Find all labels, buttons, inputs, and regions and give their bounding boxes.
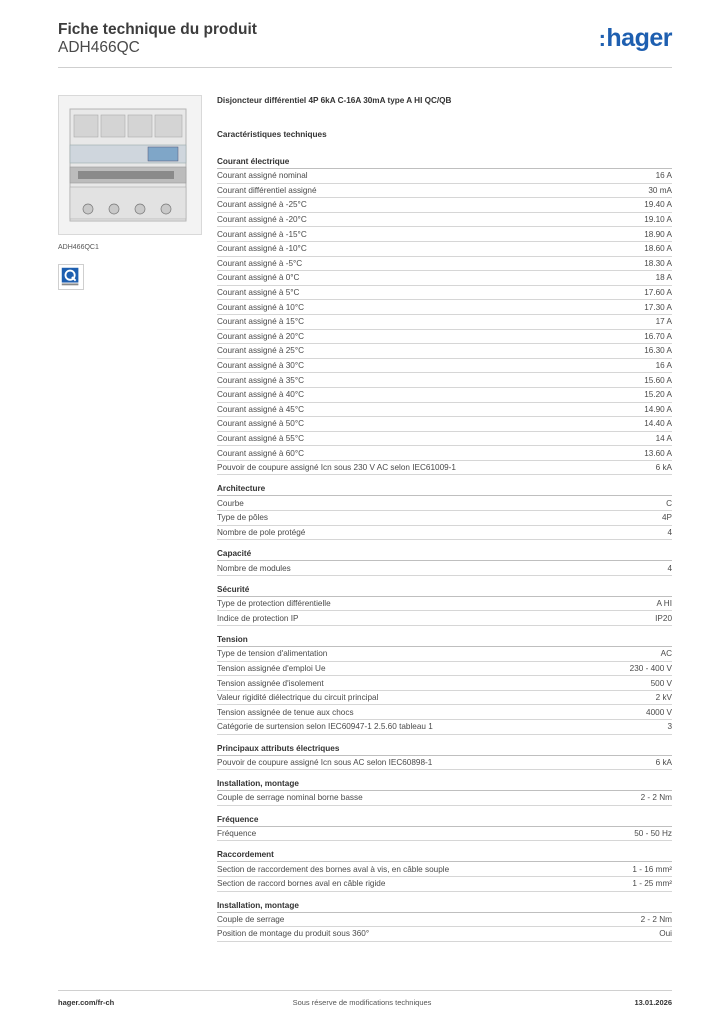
spec-value: 14 A <box>655 433 672 443</box>
spec-value: 4000 V <box>646 707 672 717</box>
spec-value: 14.90 A <box>644 404 672 414</box>
spec-label: Courant assigné à -10°C <box>217 244 307 254</box>
spec-label: Courbe <box>217 498 244 508</box>
spec-label: Courant assigné à 50°C <box>217 419 305 429</box>
spec-label: Courant assigné à 55°C <box>217 433 305 443</box>
section-title: Raccordement <box>217 849 672 862</box>
spec-section <box>217 743 672 771</box>
spec-label: Tension assignée d'emploi Ue <box>217 663 326 673</box>
spec-value: IP20 <box>655 613 672 623</box>
spec-row <box>217 597 672 612</box>
product-reference: ADH466QC <box>58 39 140 56</box>
spec-row <box>217 526 672 541</box>
spec-row <box>217 213 672 228</box>
spec-row <box>217 373 672 388</box>
spec-label: Fréquence <box>217 829 257 839</box>
spec-row <box>217 330 672 345</box>
spec-section <box>217 900 672 942</box>
spec-label: Courant assigné à -5°C <box>217 258 303 268</box>
spec-label: Courant assigné à 5°C <box>217 288 300 298</box>
spec-row <box>217 791 672 806</box>
spec-row <box>217 417 672 432</box>
spec-row <box>217 315 672 330</box>
spec-value: 13.60 A <box>644 448 672 458</box>
spec-row <box>217 877 672 892</box>
spec-label: Section de raccordement des bornes aval à vis, en câble souple <box>217 864 450 874</box>
spec-label: Courant assigné à -20°C <box>217 215 307 225</box>
spec-section <box>217 156 672 475</box>
spec-row <box>217 511 672 526</box>
spec-value: 6 kA <box>655 463 672 473</box>
spec-value: 4 <box>667 563 672 573</box>
spec-value: 19.40 A <box>644 200 672 210</box>
page-title: Fiche technique du produit <box>58 21 257 38</box>
spec-label: Courant assigné à 35°C <box>217 375 305 385</box>
spec-value: 2 kV <box>655 693 672 703</box>
spec-label: Couple de serrage <box>217 914 285 924</box>
spec-section <box>217 849 672 891</box>
spec-value: 15.60 A <box>644 375 672 385</box>
spec-label: Section de raccord bornes aval en câble rigide <box>217 879 386 889</box>
spec-value: AC <box>660 649 672 659</box>
tech-characteristics-heading: Caractéristiques techniques <box>217 130 327 139</box>
spec-value: C <box>666 498 672 508</box>
spec-value: 19.10 A <box>644 215 672 225</box>
spec-value: 4P <box>661 513 672 523</box>
spec-label: Courant assigné à 40°C <box>217 390 305 400</box>
spec-value: 18 A <box>655 273 672 283</box>
product-description: Disjoncteur différentiel 4P 6kA C-16A 30mA type A HI QC/QB <box>217 96 452 105</box>
spec-value: 18.60 A <box>644 244 672 254</box>
image-caption: ADH466QC1 <box>58 244 99 251</box>
spec-row <box>217 647 672 662</box>
spec-label: Courant assigné à 60°C <box>217 448 305 458</box>
spec-value: 500 V <box>650 678 672 688</box>
spec-row <box>217 676 672 691</box>
spec-value: 4 <box>667 527 672 537</box>
spec-section <box>217 814 672 842</box>
spec-label: Tension assignée d'isolement <box>217 678 324 688</box>
spec-row <box>217 257 672 272</box>
product-image <box>58 95 202 235</box>
spec-label: Indice de protection IP <box>217 613 299 623</box>
quality-certification-icon <box>58 264 84 290</box>
hager-logo[interactable] <box>599 24 672 53</box>
spec-value: 230 - 400 V <box>629 663 672 673</box>
spec-label: Nombre de pole protégé <box>217 527 306 537</box>
spec-row <box>217 388 672 403</box>
spec-label: Pouvoir de coupure assigné Icn sous AC selon IEC60898-1 <box>217 757 433 767</box>
spec-row <box>217 705 672 720</box>
spec-row <box>217 184 672 199</box>
spec-row <box>217 827 672 842</box>
spec-label: Couple de serrage nominal borne basse <box>217 793 363 803</box>
spec-section <box>217 584 672 626</box>
spec-row <box>217 662 672 677</box>
spec-label: Position de montage du produit sous 360° <box>217 929 370 939</box>
logo-text: hager <box>606 24 672 52</box>
spec-row <box>217 403 672 418</box>
section-title: Installation, montage <box>217 778 672 791</box>
spec-row <box>217 344 672 359</box>
spec-label: Courant assigné à 10°C <box>217 302 305 312</box>
spec-row <box>217 359 672 374</box>
spec-label: Courant assigné à 30°C <box>217 361 305 371</box>
spec-value: 2 - 2 Nm <box>640 914 672 924</box>
spec-label: Nombre de modules <box>217 563 291 573</box>
spec-label: Type de tension d'alimentation <box>217 649 328 659</box>
footer-divider <box>58 990 672 991</box>
spec-label: Valeur rigidité diélectrique du circuit principal <box>217 693 379 703</box>
spec-row <box>217 913 672 928</box>
spec-label: Courant assigné à 0°C <box>217 273 300 283</box>
spec-label: Type de pôles <box>217 513 268 523</box>
spec-value: Oui <box>659 929 672 939</box>
footer-date: 13.01.2026 <box>634 998 672 1007</box>
spec-row <box>217 862 672 877</box>
spec-label: Pouvoir de coupure assigné Icn sous 230 V AC selon IEC61009-1 <box>217 463 456 473</box>
spec-value: 16.70 A <box>644 331 672 341</box>
spec-label: Courant assigné à 15°C <box>217 317 305 327</box>
spec-value: 17.30 A <box>644 302 672 312</box>
spec-row <box>217 300 672 315</box>
spec-label: Tension assignée de tenue aux chocs <box>217 707 354 717</box>
logo-colon-mark: : <box>598 26 606 51</box>
spec-label: Courant assigné à -15°C <box>217 229 307 239</box>
footer-website-link[interactable]: hager.com/fr-ch <box>58 998 115 1007</box>
spec-label: Courant assigné à 45°C <box>217 404 305 414</box>
spec-value: 18.30 A <box>644 258 672 268</box>
spec-value: 16 A <box>655 361 672 371</box>
spec-label: Courant assigné à 20°C <box>217 331 305 341</box>
spec-value: 17 A <box>655 317 672 327</box>
section-title: Fréquence <box>217 814 672 827</box>
spec-value: 50 - 50 Hz <box>634 829 672 839</box>
spec-row <box>217 611 672 626</box>
spec-row <box>217 169 672 184</box>
spec-label: Courant assigné à -25°C <box>217 200 307 210</box>
spec-value: 2 - 2 Nm <box>640 793 672 803</box>
spec-section <box>217 483 672 540</box>
spec-label: Courant différentiel assigné <box>217 185 317 195</box>
footer-disclaimer: Sous réserve de modifications techniques <box>292 998 432 1007</box>
section-title: Principaux attributs électriques <box>217 743 672 756</box>
spec-row <box>217 756 672 771</box>
spec-row <box>217 198 672 213</box>
spec-row <box>217 561 672 576</box>
spec-content <box>217 96 672 942</box>
spec-value: 18.90 A <box>644 229 672 239</box>
spec-row <box>217 286 672 301</box>
header-divider <box>58 67 672 68</box>
spec-value: 16.30 A <box>644 346 672 356</box>
spec-row <box>217 691 672 706</box>
spec-value: 6 kA <box>655 757 672 767</box>
spec-row <box>217 720 672 735</box>
spec-row <box>217 227 672 242</box>
spec-value: 15.20 A <box>644 390 672 400</box>
circuit-breaker-illustration <box>64 101 192 229</box>
section-title: Architecture <box>217 483 672 496</box>
spec-row <box>217 496 672 511</box>
spec-value: 30 mA <box>648 185 672 195</box>
spec-row <box>217 446 672 461</box>
spec-row <box>217 271 672 286</box>
spec-row <box>217 432 672 447</box>
spec-row <box>217 461 672 476</box>
spec-sections <box>217 156 672 942</box>
section-title: Installation, montage <box>217 900 672 913</box>
section-title: Capacité <box>217 548 672 561</box>
spec-label: Type de protection différentielle <box>217 599 331 609</box>
spec-value: 14.40 A <box>644 419 672 429</box>
section-title: Tension <box>217 634 672 647</box>
spec-section <box>217 548 672 576</box>
spec-value: 3 <box>667 722 672 732</box>
spec-value: 16 A <box>655 171 672 181</box>
section-title: Sécurité <box>217 584 672 597</box>
spec-value: 1 - 25 mm² <box>632 879 672 889</box>
spec-value: 1 - 16 mm² <box>632 864 672 874</box>
spec-label: Courant assigné nominal <box>217 171 308 181</box>
spec-label: Catégorie de surtension selon IEC60947-1 2.5.60 tableau 1 <box>217 722 433 732</box>
spec-row <box>217 242 672 257</box>
spec-section <box>217 778 672 806</box>
spec-value: A HI <box>656 599 672 609</box>
spec-value: 17.60 A <box>644 288 672 298</box>
spec-row <box>217 927 672 942</box>
section-title: Courant électrique <box>217 156 672 169</box>
spec-section <box>217 634 672 735</box>
spec-label: Courant assigné à 25°C <box>217 346 305 356</box>
